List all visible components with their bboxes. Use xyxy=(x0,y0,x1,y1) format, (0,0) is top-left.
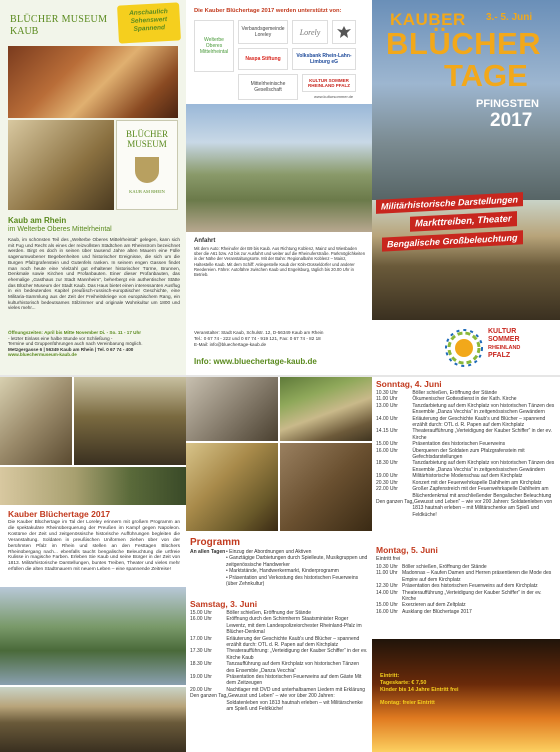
cover-dates: 3.- 5. Juni xyxy=(486,12,533,23)
cover-tage: TAGE xyxy=(444,58,528,93)
table-row: 16.00 Uhr Eröffnung durch den Schirmherrn Staatsminister Roger Lewentz, mit dem Landespolizeiorchester Rheinland-Pfalz im Blücher-Denkmal xyxy=(190,616,362,636)
inside-left-panel xyxy=(0,377,186,752)
table-row: 15.00 Uhr Exerzieren auf dem Zeltplatz xyxy=(376,602,466,609)
kaub-subheading: im Welterbe Oberes Mittelrheintal xyxy=(8,226,112,233)
table-row: 20.00 Uhr Nachtlager mit DVD und unterhaltsamen Liedern mit Erklärung xyxy=(190,686,366,693)
all-days-label: An allen Tagen xyxy=(190,549,226,555)
dancers-photo xyxy=(0,467,186,505)
sponsor-logo-loreley: Verbandsgemeinde Loreley xyxy=(238,20,288,44)
sponsor-logo-volksbank: Volksbank Rhein-Lahn-Limburg eG xyxy=(292,48,356,70)
sponsor-title: Die Kauber Blüchertage 2017 werden unterstützt von: xyxy=(194,8,342,14)
all-days-item: • Präsentation und Verkostung des historischen Feuerweins (über Zehnkultur) xyxy=(226,574,359,588)
entry-day: Tageskarte: € 7,50 xyxy=(380,680,427,686)
table-row: 19.00 Uhr Präsentation des historischen Feuerweins auf dem Gäste Mit dem Zeitzeugen xyxy=(190,674,362,687)
castle-river-photo xyxy=(0,587,186,685)
table-row: 11.00 Uhr Ökumenischer Gottesdienst in der Kath. Kirche xyxy=(376,396,517,403)
all-days-item: • Marktstände, Handwerkermarkt, Kinderprogramm xyxy=(226,568,339,575)
monday-free: Eintritt frei xyxy=(376,556,401,562)
cover-bluecher: BLÜCHER xyxy=(386,26,542,61)
organizer: Veranstalter: Stadt Kaub, Schulstr. 12, D-56349 Kaub am Rhein xyxy=(194,330,324,335)
cover-panel xyxy=(372,0,560,375)
anfahrt-text: Mit dem Auto: Rheinufer der B9 bis Kaub. Aus Richtung Koblenz, Mainz und Wiesbaden über die A61 bzw. A3 bis zur Ausfahrt und weiter auf die Rheinuferstraße. Parkmöglichkeiten in der Nähe der Veranstaltungsorte. Mit der Bahn: Regionalbahn Koblenz – Mainz, Haltestelle Kaub. Mit dem Schiff: Anlegestelle Kaub der Köln-Düsseldorfer und anderer Reedereien. Fähre: Autofähre zwischen Kaub und Engelsburg, täglich bis 20.00 Uhr in Betrieb. xyxy=(194,246,366,278)
saturday-schedule xyxy=(190,610,368,713)
museum-panel xyxy=(0,0,186,375)
all-days-item: • Ganztägige Darbietungen durch Spielleute, Musikgruppen und zeitgenössische Handwerker xyxy=(226,555,368,568)
group-photo xyxy=(280,377,372,441)
programm-title: Programm xyxy=(190,537,241,548)
all-days-item: • Einzug der Abordnungen und Aktiven xyxy=(226,549,312,555)
kultursommer-sun-icon xyxy=(444,328,484,368)
costume-photo xyxy=(186,377,278,441)
sponsor-logo-naspa: Naspa Stiftung xyxy=(238,48,288,70)
sign-line1: BLÜCHER xyxy=(125,129,168,139)
kaub-town-photo xyxy=(186,104,372,232)
table-row: 20.30 Uhr Konzert mit der Feuerwehrkapelle Dahlheim am Kirchplatz xyxy=(376,479,542,486)
table-row: 14.00 Uhr Theateraufführung „Verteidigung der Kauber Schiffer“ in der ev. Kirche xyxy=(376,589,542,603)
hours-title: Öffnungszeiten: April bis Mitte November Di. - So. 11 - 17 Uhr xyxy=(8,330,142,335)
table-row: 15.00 Uhr Böller schießen, Eröffnung der Stände xyxy=(190,610,312,616)
organizer-email[interactable]: E-Mail: info@bluechertage-kaub.de xyxy=(194,342,267,347)
inside-middle-panel xyxy=(186,377,372,752)
hours-line2: - letzter Einlass eine halbe Stunde vor Schließung - xyxy=(8,335,113,341)
badge-line1: Anschaulich xyxy=(128,8,168,18)
museum-room-photo xyxy=(8,46,178,118)
inside-right-panel xyxy=(372,377,560,752)
sponsor-logo-eagle xyxy=(332,20,356,44)
table-row: 12.30 Uhr Präsentation des historischen Feuerweins auf dem Kirchplatz xyxy=(376,583,538,590)
sunday-title: Sonntag, 4. Juni xyxy=(376,379,442,389)
logo-line2: SOMMER xyxy=(488,336,520,343)
museum-sign xyxy=(116,120,178,210)
fold-divider xyxy=(0,375,560,377)
table-row: 10.30 Uhr Böller schießen, Eröffnung der Stände xyxy=(376,390,498,396)
kultursommer-text xyxy=(488,328,520,360)
museum-subtitle: KAUB xyxy=(10,26,39,37)
entry-label: Eintritt: xyxy=(380,673,400,679)
table-row: 16.00 Uhr Ausklang der Blüchertage 2017 xyxy=(376,608,472,615)
table-row: 18.30 Uhr Tanzdarbietung auf dem Kirchplatz von historischen Tänzen des Ensemble „Danza Vecchia“ in zeitgenössischen Gewändern xyxy=(376,460,555,473)
cover-kauber: KAUBER xyxy=(390,10,466,29)
badge-line2: Sehenswert xyxy=(130,16,168,25)
sign-line2: MUSEUM xyxy=(127,139,167,149)
logo-line1: KULTUR xyxy=(488,328,517,335)
eagle-icon xyxy=(336,24,352,40)
inside-left-title: Kauber Blüchertage 2017 xyxy=(8,509,111,519)
logo-line3: RHEINLAND xyxy=(488,345,521,351)
cover-banner-1: Militärhistorische Darstellungen xyxy=(376,192,523,214)
ladies-photo xyxy=(0,377,72,465)
cover-banner-3: Bengalische Großbeleuchtung xyxy=(382,230,523,251)
organizer-tel: Tel.: 0 67 74 - 222 und 0 67 74 - 919 121, Fax: 0 67 74 - 82 18 xyxy=(194,336,321,341)
all-days-list xyxy=(226,549,368,587)
sign-crest-icon xyxy=(135,157,159,183)
museum-exhibit-photo xyxy=(8,120,114,210)
table-row: 19.00 Uhr Militärhistorische Modenschau auf dem Kirchplatz xyxy=(376,473,523,480)
table-row: 17.30 Uhr Theateraufführung: „Verteidigung der Kauber Schiffer“ in der ev. Kirche Kaub xyxy=(190,648,368,661)
cover-logo-box xyxy=(372,320,560,375)
monday-title: Montag, 5. Juni xyxy=(376,545,438,555)
table-row: 14.15 Uhr Theateraufführung „Verteidigung der Kauber Schiffer“ in der ev. Kirche xyxy=(376,428,552,441)
badge xyxy=(117,2,181,43)
sponsor-web[interactable]: www.kultursommer.de xyxy=(314,94,354,99)
table-row: Den ganzen Tag „Gewusst und Leben“ – wie vor über 200 Jahren: Soldatenleben von 1813 hautnah erleben – wit Militärschenke am Spieß und Feldküche! xyxy=(190,693,363,713)
entry-kids: Kinder bis 14 Jahre Eintritt frei xyxy=(380,687,459,693)
sign-line3: KAUB AM RHEIN xyxy=(129,189,165,194)
table-row: 18.30 Uhr Tanzaufführung auf dem Kirchplatz von historischen Tänzen des Ensemble „Danza Vecchia“ xyxy=(190,661,360,674)
saturday-title: Samstag, 3. Juni xyxy=(190,599,258,609)
table-row: 14.00 Uhr Erläuterung der Geschichte Kaub's und Blücher – spannend erzählt durch: OTL d. R. Papen auf dem Kirchplatz xyxy=(376,415,546,429)
cover-pfingsten: PFINGSTEN xyxy=(476,98,539,110)
kaub-heading: Kaub am Rhein xyxy=(8,216,67,225)
table-row: 13.00 Uhr Tanzdarbietung auf dem Kirchplatz von historischen Tänzen des Ensemble „Danza Vecchia“ in zeitgenössischen Gewändern xyxy=(376,402,555,416)
contact-block xyxy=(194,330,366,348)
sponsor-logo-welterbe: Welterbe Oberes Mittelrheintal xyxy=(194,20,234,72)
table-row: 22.00 Uhr Großer Zapfenstreich mit der Feuerwehrkapelle Dahlheim am Blücherdenkmal mit anschließender Bengalischer Beleuchtung xyxy=(376,486,552,499)
logo-line4: PFALZ xyxy=(488,352,511,359)
market-photo xyxy=(280,443,372,531)
table-row: 10.30 Uhr Böller schießen, Eröffnung der Stände xyxy=(376,564,487,570)
table-row: 15.00 Uhr Präsentation des historischen Feuerweins xyxy=(376,441,506,448)
hours-box xyxy=(8,330,180,358)
cannon-photo xyxy=(0,687,186,752)
museum-web[interactable]: www.bluechermuseum-kaub.de xyxy=(8,352,77,358)
museum-address: Metzgergasse 6 | 56349 Kaub am Rhein | Tel. 0 67 74 - 400 xyxy=(8,346,134,352)
soldiers-photo xyxy=(74,377,186,465)
table-row: 16.00 Uhr Überqueren der Soldaten zum Pfalzgrafenstein mit Gefechtsdarstellungen xyxy=(376,447,525,461)
sponsor-panel xyxy=(186,0,372,375)
table-row: 17.00 Uhr Erläuterung der Geschichte Kaub's und Blücher – spannend erzählt durch: OTL d. R. Papen auf dem Kirchplatz xyxy=(190,635,360,649)
sunday-schedule xyxy=(376,390,556,518)
info-web[interactable]: Info: www.bluechertage-kaub.de xyxy=(194,357,317,366)
inside-left-text: Die Kauber Blüchertage im Tal der Loreley erinnern mit großem Programm an die spektakuläre Rheinüberquerung der Preußen im Kampf gegen Napoleon. Kostüme der Zeit und zeitgenössische historische Aufführungen begleiten die Veranstaltung. Soldaten in preußischen Uniformen ziehen über von der berühmten Pfalz im Rhein und stellen an den Festtagen Blüchers Rheinübergang nach... ebenfalls taucht bengalische Beleuchtung die urtfreie Kulisse in magische Farben. Erleben Sie Kaub und seine Bürger in der Zeit von 1813. Militärhistorische Darstellungen, buntes Treiben, Theater und vieles mehr erfüllen die alten Stadtmauern mit neuem Leben – eine spannende Zeitreise! xyxy=(8,520,180,573)
hours-line3: Termine und Gruppenführungen auch nach Vereinbarung möglich. xyxy=(8,341,143,347)
sponsor-logo-kultursommer: KULTUR SOMMER RHEINLAND PFALZ xyxy=(302,74,356,92)
museum-title: BLÜCHER MUSEUM xyxy=(10,14,108,25)
table-row: 11.00 Uhr Madonnas – Kaufen Damen und Herren präsentieren die Mode des Empire auf dem Kirchplatz xyxy=(376,570,552,583)
entry-monday: Montag: freier Eintritt xyxy=(380,700,435,706)
sponsor-logo-lorely: Lorely xyxy=(292,20,328,44)
cover-banner-2: Markttreiben, Theater xyxy=(410,211,517,232)
badge-line3: Spannend xyxy=(133,24,166,33)
monday-schedule xyxy=(376,564,556,615)
kaub-body: Kaub, im schönsten Teil des „Welterbe Oberes Mittelrheintal“ gelegen, kann sich mit Fug und Recht als eines der reizvollsten Städtchen am Rheinstrom bezeichnet werden. Birgt es doch in seinen über tausend Jahre alten Mauern eine Fülle sagenumwobener Begebenheiten und historischer Ereignisse, die sich um die Burgen Pfalzgrafenstein und Gutenfels ranken. In seinem engen Gassen findet man noch heute eine Vielzahl gut erhaltener historischer Türme, Brunnen, Denkmale sowie Kirchen und Profanbauten. Einer dieser Profanbauten, das ehemalige „Gasthaus zur Stadt Mannheim“, beherbergt ein authentischer Stätte das Blücher Museum der Stadt Kaub. Das Haus bietet einen interessanten Ausflug in ein bedeutendes Kapitel preußisch-russisch-europäischer Geschichte, eine Militaria-Sammlung aus der Zeit der Freiheitskriege von europäischem Rang, ein kulturhistorisch bedeutsames Stilzimmer und originale Wohnkultur um 1800 und vieles mehr... xyxy=(8,237,180,311)
table-row: Den ganzen Tag „Gewusst und Leben“ – wie vor 200 Jahren: Soldatenleben von 1813 hautnah erleben – mit Militärschenke am Spieß und Feldküche! xyxy=(376,498,553,518)
sponsor-logo-mittelrhein: Mittelrheinische Gesellschaft xyxy=(238,74,298,100)
cover-year: 2017 xyxy=(490,110,533,131)
anfahrt-title: Anfahrt xyxy=(194,238,216,244)
spinning-wheel-photo xyxy=(186,443,278,531)
entry-box xyxy=(380,673,490,707)
